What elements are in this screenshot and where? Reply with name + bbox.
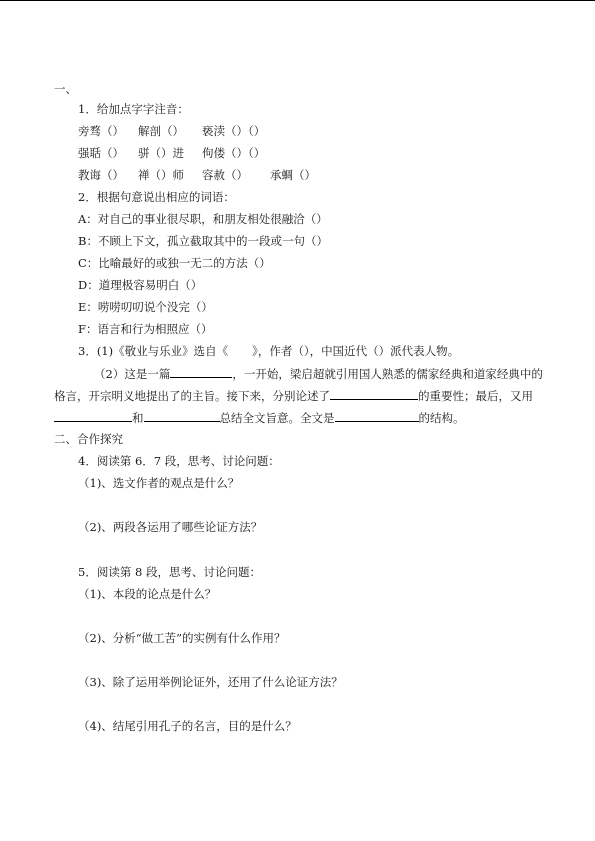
q3-part2-text-a: （2）这是一篇 xyxy=(94,367,171,381)
q3-blank-genre[interactable] xyxy=(170,366,232,378)
q1-title: 1．给加点字字注音： xyxy=(78,102,189,116)
q2-item-d: D：道理极容易明白（） xyxy=(78,278,203,292)
q1-row1 xyxy=(78,124,265,138)
q1-item-rongshe: 容赦（） xyxy=(202,168,248,182)
q3-part2-text-b: ，一开始，梁启超就引用国人熟悉的儒家经典和道家经典中的 xyxy=(232,367,543,381)
q1-item-pangwu: 旁骛（） xyxy=(78,124,124,138)
q2-title: 2．根据句意说出相应的词语： xyxy=(78,190,235,204)
q3-part2-text-f: 总结全文旨意。全文是 xyxy=(219,411,335,425)
top-border-line xyxy=(0,0,595,1)
q1-row3 xyxy=(78,168,316,182)
q2-item-f: F：语言和行为相照应（） xyxy=(78,322,213,336)
q1-row2 xyxy=(78,146,265,160)
q1-item-chengtiao: 承蜩（） xyxy=(270,168,316,182)
q5-sub4: （4)、结尾引用孔子的名言，目的是什么？ xyxy=(78,719,297,733)
q1-item-chanshi: 禅（）师 xyxy=(138,168,184,182)
section-two-heading: 二、合作探究 xyxy=(54,432,123,446)
q1-item-pianjin: 骈（）进 xyxy=(138,146,184,160)
q3-part2-text-g: 的结构。 xyxy=(418,411,465,425)
q4-sub1: （1)、选文作者的观点是什么？ xyxy=(78,476,240,490)
q3-part1-text-b: 》，作者（），中国近代（）派代表人物。 xyxy=(252,344,460,358)
q1-item-qiangguo: 强聒（） xyxy=(78,146,124,160)
q3-part2-text-d: 的重要性；最后，又用 xyxy=(418,389,533,403)
q1-item-xiedu: 亵渎（）（） xyxy=(202,124,266,138)
q3-part2-text-c: 格言，开宗明义地提出了的主旨。接下来，分别论述了 xyxy=(54,389,330,403)
q5-title: 5．阅读第 8 段，思考、讨论问题： xyxy=(78,565,261,579)
q3-part1-text-a: 3．(1)《敬业与乐业》选自《 xyxy=(78,344,229,358)
q3-part2-line3 xyxy=(54,410,465,425)
q3-blank-summary-2[interactable] xyxy=(144,410,220,422)
q3-part2-line2 xyxy=(54,388,533,403)
q2-item-c: C：比喻最好的或独一无二的方法（） xyxy=(78,256,271,270)
q3-blank-importance[interactable] xyxy=(330,388,418,400)
q3-part2-line1 xyxy=(94,366,543,381)
section-one-heading: 一、 xyxy=(54,82,77,96)
q5-sub1: （1)、本段的论点是什么？ xyxy=(78,587,217,601)
q5-sub3: （3)、除了运用举例论证外，还用了什么论证方法？ xyxy=(78,675,343,689)
q2-item-a: A：对自己的事业很尽职，和朋友相处很融洽（） xyxy=(78,212,328,226)
q3-blank-summary-1[interactable] xyxy=(54,410,132,422)
q1-item-goulou: 佝偻（）（） xyxy=(202,146,266,160)
q2-item-e: E：唠唠叨叨说个没完（） xyxy=(78,300,213,314)
q2-item-b: B：不顾上下文，孤立截取其中的一段或一句（） xyxy=(78,234,328,248)
q1-item-jiepou: 解剖（） xyxy=(138,124,184,138)
q4-sub2: （2)、两段各运用了哪些论证方法？ xyxy=(78,520,263,534)
q4-title: 4．阅读第 6．7 段，思考、讨论问题： xyxy=(78,454,280,468)
q5-sub2: （2)、分析“做工苦”的实例有什么作用？ xyxy=(78,631,286,645)
q3-part1 xyxy=(78,344,459,358)
q1-item-jiaohui: 教诲（） xyxy=(78,168,124,182)
q3-blank-structure[interactable] xyxy=(335,410,419,422)
q3-part2-text-e: 和 xyxy=(132,411,144,425)
